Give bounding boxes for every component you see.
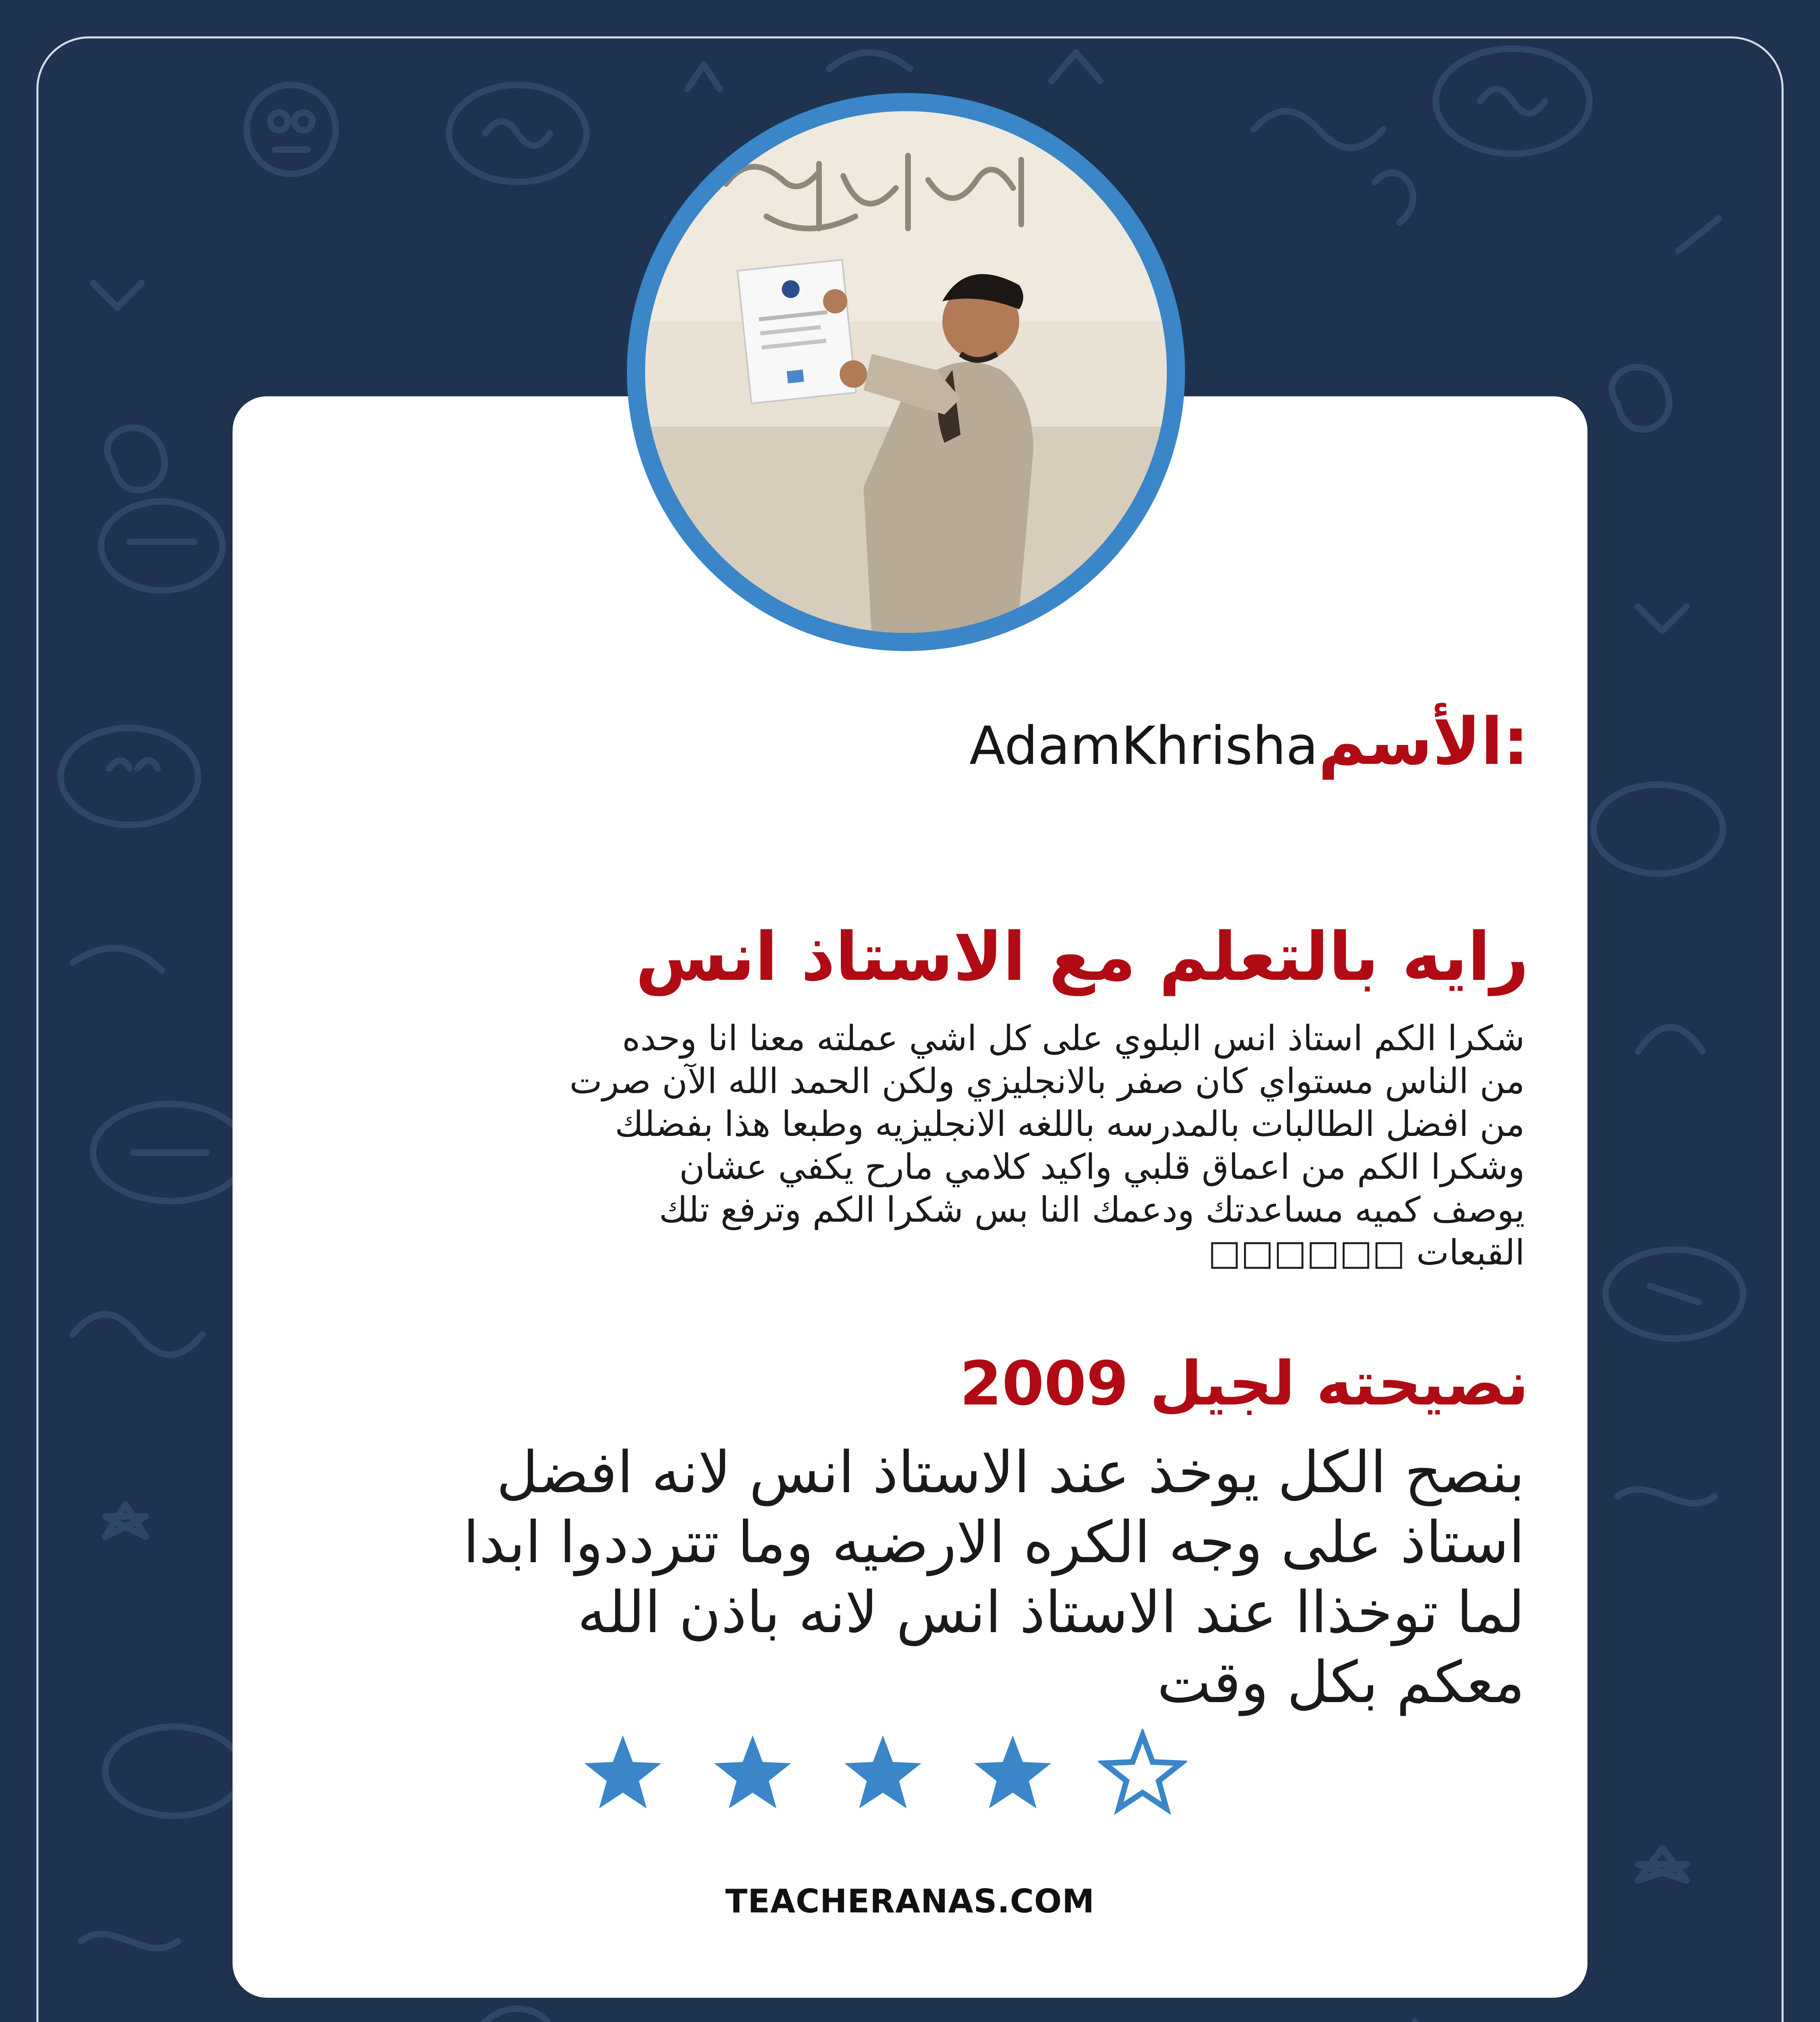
opinion-line: من افضل الطالبات بالمدرسه باللغه الانجليزيه وطبعا هذا بفضلك <box>615 1104 1525 1144</box>
advice-line: بنصح الكل يوخذ عند الاستاذ انس لانه افضل <box>496 1439 1525 1506</box>
opinion-text <box>425 1017 1525 1274</box>
advice-heading: نصيحته لجيل 2009 <box>959 1349 1529 1419</box>
star-filled-icon <box>578 1729 667 1818</box>
avatar <box>627 93 1185 651</box>
star-filled-icon <box>838 1729 927 1818</box>
opinion-line: شكرا الكم استاذ انس البلوي على كل اشي عملته معنا انا وحده <box>622 1018 1525 1059</box>
student-photo <box>645 111 1167 633</box>
opinion-line: وشكرا الكم من اعماق قلبي واكيد كلامي مارح يكفي عشان <box>679 1147 1525 1187</box>
certificate <box>737 260 856 403</box>
advice-text <box>352 1438 1525 1717</box>
student-name: AdamKhrisha <box>969 715 1318 776</box>
advice-line: لما توخذاا عند الاستاذ انس لانه باذن الله <box>577 1579 1525 1646</box>
student-name-row <box>969 704 1529 779</box>
star-filled-icon <box>968 1729 1057 1818</box>
star-rating <box>578 1729 1246 1818</box>
advice-line: معكم بكل وقت <box>1157 1649 1525 1716</box>
website-url: TEACHERANAS.COM <box>725 1882 1095 1920</box>
opinion-line: يوصف كميه مساعدتك ودعمك النا بس شكرا الكم وترفع تلك <box>659 1190 1525 1230</box>
name-label: الأسم: <box>1318 704 1529 779</box>
star-empty-icon <box>1098 1729 1187 1818</box>
star-filled-icon <box>708 1729 797 1818</box>
opinion-heading: رايه بالتعلم مع الاستاذ انس <box>635 918 1529 996</box>
advice-line: استاذ على وجه الكره الارضيه وما تترددوا ابدا <box>463 1509 1525 1576</box>
opinion-line: من الناس مستواي كان صفر بالانجليزي ولكن الحمد الله الآن صرت <box>569 1061 1525 1102</box>
opinion-line: القبعات □□□□□□ <box>1208 1233 1525 1273</box>
